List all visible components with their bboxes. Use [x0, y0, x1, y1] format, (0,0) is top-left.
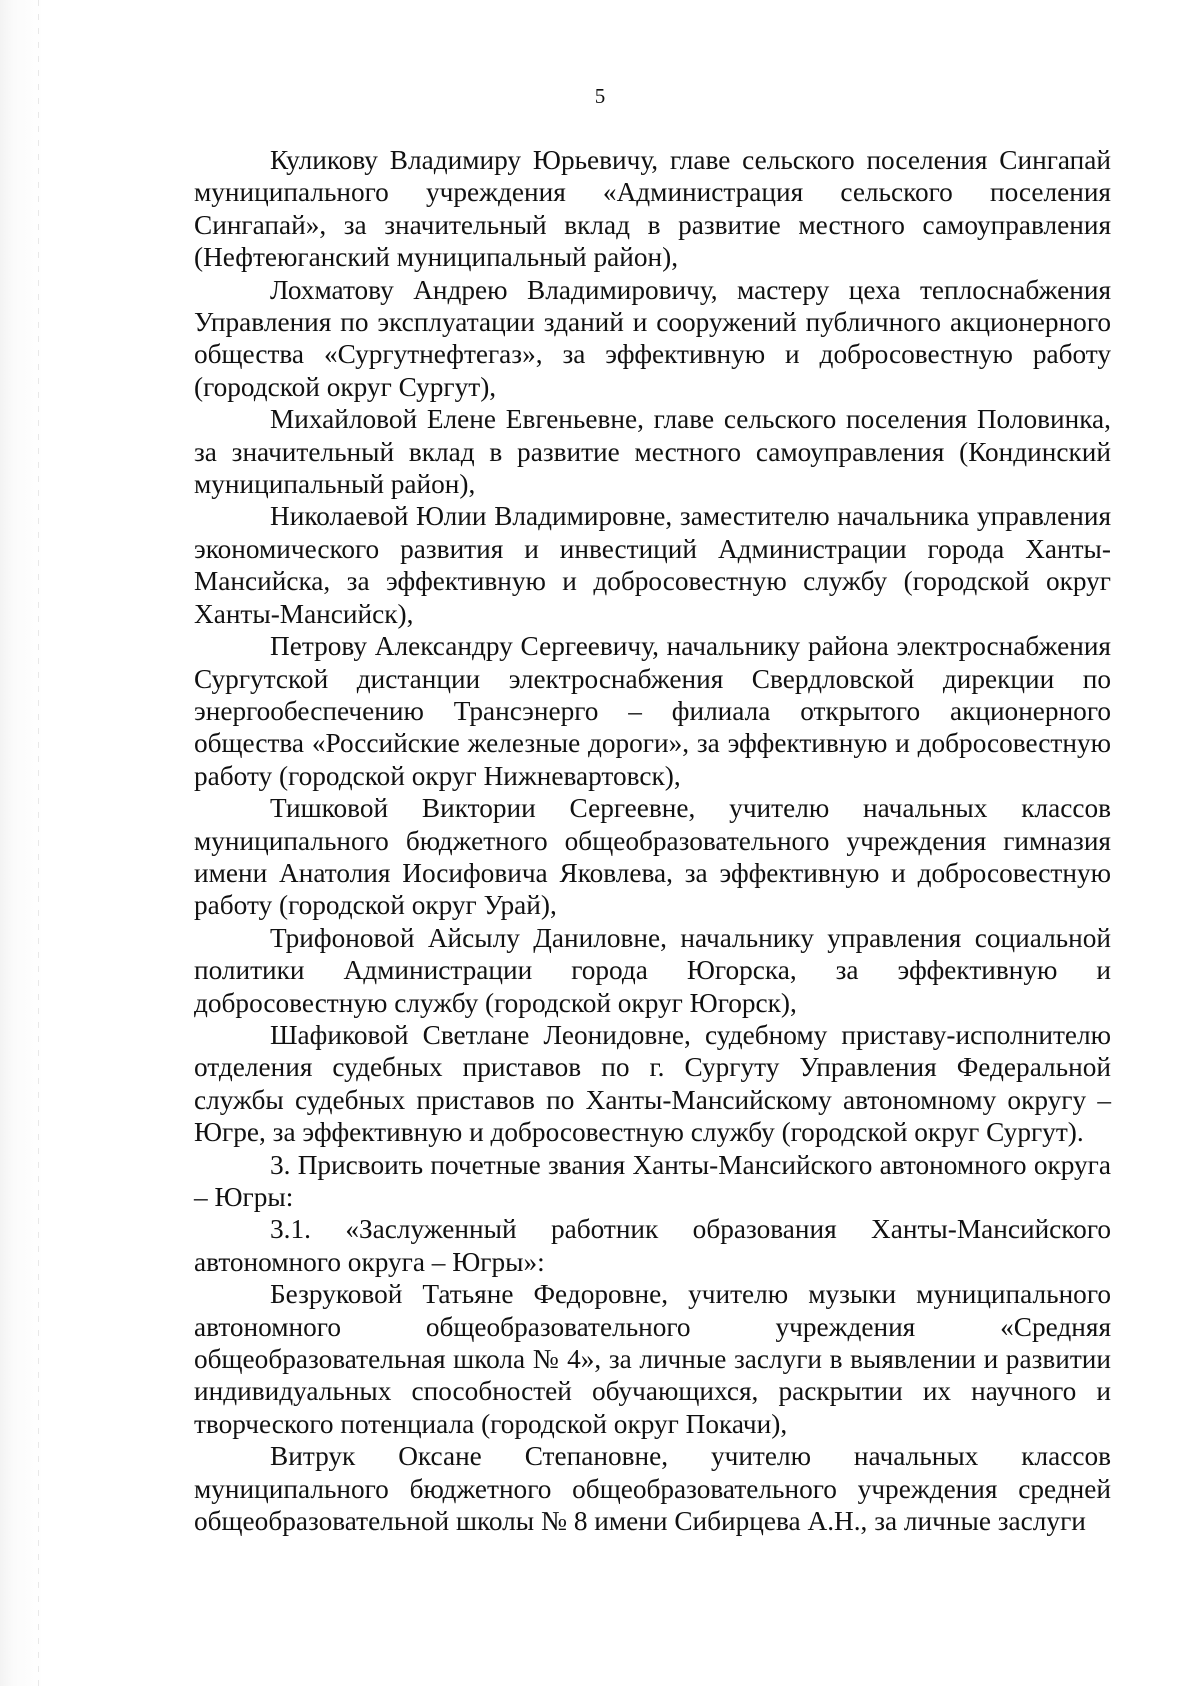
paragraph-lokhmatov: Лохматову Андрею Владимировичу, мастеру цеха теплоснабжения Управления по эксплуатации зданий и сооружений публичного акционерного общества «Сургутнефтегаз», за эффективную и добросовестную работу (городской округ Сургут), [194, 274, 1111, 402]
paragraph-mikhailova: Михайловой Елене Евгеньевне, главе сельского поселения Половинка, за значительный вклад в развитие местного самоуправления (Кондинский муниципальный район), [194, 404, 1111, 500]
paragraph-shafikova: Шафиковой Светлане Леонидовне, судебному приставу-исполнителю отделения судебных приставов по г. Сургуту Управления Федеральной службы судебных приставов по Ханты-Мансийскому автономному округу – Югре, за эффективную и добросовестную службу (городской округ Сургут). [194, 1019, 1111, 1148]
clause-3-1: 3.1. «Заслуженный работник образования Ханты-Мансийского автономного округа – Югры»: [194, 1214, 1111, 1277]
paragraph-trifonova: Трифоновой Айсылу Даниловне, начальнику управления социальной политики Администрации города Югорска, за эффективную и добросовестную службу (городской округ Югорск), [194, 922, 1111, 1018]
paragraph-bezrukova: Безруковой Татьяне Федоровне, учителю музыки муниципального автономного общеобразовательного учреждения «Средняя общеобразовательная школа № 4», за личные заслуги в выявлении и развитии индивидуальных способностей обучающихся, раскрытии их научного и творческого потенциала (городской округ Покачи), [194, 1279, 1111, 1439]
page-number: 5 [594, 84, 606, 108]
clause-3: 3. Присвоить почетные звания Ханты-Мансийского автономного округа – Югры: [194, 1149, 1111, 1212]
document-body [194, 144, 1111, 1537]
paragraph-vitruk: Витрук Оксане Степановне, учителю начальных классов муниципального бюджетного общеобразовательного учреждения средней общеобразовательной школы № 8 имени Сибирцева А.Н., за личные заслуги [194, 1441, 1111, 1537]
paragraph-kulikov: Куликову Владимиру Юрьевичу, главе сельского поселения Сингапай муниципального учреждения «Администрация сельского поселения Сингапай», за значительный вклад в развитие местного самоуправления (Нефтеюганский муниципальный район), [194, 145, 1111, 273]
paragraph-petrov: Петрову Александру Сергеевичу, начальнику района электроснабжения Сургутской дистанции электроснабжения Свердловской дирекции по энергообеспечению Трансэнерго – филиала открытого акционерного общества «Российские железные дороги», за эффективную и добросовестную работу (городской округ Нижневартовск), [194, 631, 1111, 791]
scan-edge-line [38, 0, 39, 1686]
paragraph-tishkova: Тишковой Виктории Сергеевне, учителю начальных классов муниципального бюджетного общеобразовательного учреждения гимназия имени Анатолия Иосифовича Яковлева, за эффективную и добросовестную работу (городской округ Урай), [194, 793, 1111, 921]
paragraph-nikolaeva: Николаевой Юлии Владимировне, заместителю начальника управления экономического развития и инвестиций Администрации города Ханты-Мансийска, за эффективную и добросовестную службу (городской округ Ханты-Мансийск), [194, 501, 1111, 629]
